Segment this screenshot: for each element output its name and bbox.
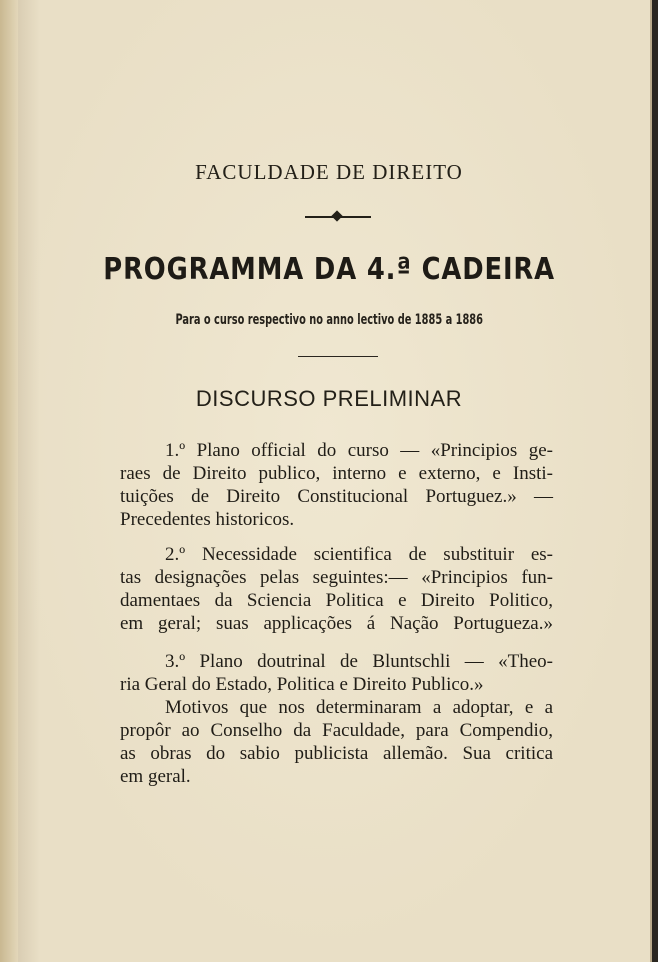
paragraph-4: [120, 696, 553, 788]
page-gutter: [0, 0, 18, 962]
divider-rule: [298, 356, 378, 357]
paragraph-line: ria Geral do Estado, Politica e Direito Publico.»: [120, 674, 484, 695]
section-heading: DISCURSO PRELIMINAR: [195, 386, 463, 411]
paragraph-line: propôr ao Conselho da Faculdade, para Compendio,: [120, 720, 553, 741]
paragraph-line: 2.º Necessidade scientifica de substituir es-: [165, 544, 553, 565]
paragraph-line: em geral.: [120, 766, 191, 787]
paragraph-3: [120, 650, 553, 696]
programme-title: PROGRAMMA DA 4.ª CADEIRA: [103, 252, 555, 287]
faculty-heading: FACULDADE DE DIREITO: [195, 160, 463, 184]
paragraph-line: 3.º Plano doutrinal de Bluntschli — «Theo-: [165, 651, 553, 672]
programme-subtitle: Para o curso respectivo no anno lectivo de 1885 a 1886: [175, 312, 483, 328]
paragraph-line: tas designações pelas seguintes:— «Principios fun-: [120, 567, 553, 588]
paragraph-line: raes de Direito publico, interno e externo, e Insti-: [120, 463, 553, 484]
paragraph-line: 1.º Plano official do curso — «Principios ge-: [165, 440, 553, 461]
paragraph-line: em geral; suas applicações á Nação Portugueza.»: [120, 613, 553, 634]
paragraph-2: [120, 543, 553, 635]
paragraph-line: Precedentes historicos.: [120, 509, 295, 530]
paragraph-line: damentaes da Sciencia Politica e Direito Politico,: [120, 590, 553, 611]
paragraph-line: tuições de Direito Constitucional Portuguez.» —: [120, 486, 553, 507]
paragraph-1: [120, 439, 553, 531]
ornamental-rule-diamond: [331, 210, 342, 221]
paragraph-line: as obras do sabio publicista allemão. Sua critica: [120, 743, 553, 764]
paragraph-line: Motivos que nos determinaram a adoptar, e a: [165, 697, 553, 718]
